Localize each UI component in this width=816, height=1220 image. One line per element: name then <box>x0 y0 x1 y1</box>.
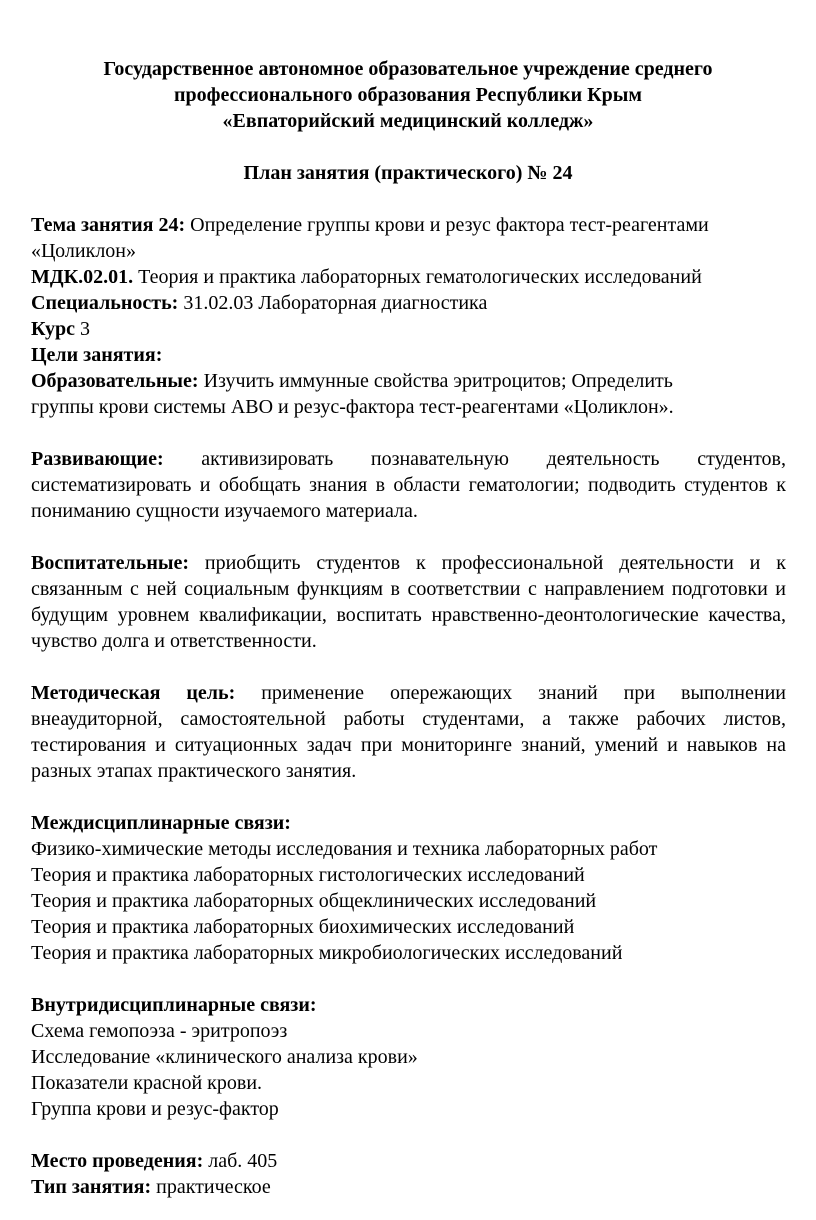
methodical-paragraph <box>31 680 786 784</box>
location-label: Место проведения: <box>31 1150 204 1172</box>
list-item: Показатели красной крови. <box>31 1072 263 1094</box>
goals-label: Цели занятия: <box>31 344 163 366</box>
header-line-2: профессионального образования Республики Крым <box>173 84 643 106</box>
course-line <box>31 316 786 342</box>
educational-text-1: Изучить иммунные свойства эритроцитов; Определить <box>198 370 673 392</box>
interdisciplinary-label: Междисциплинарные связи: <box>31 812 291 834</box>
header-line-1: Государственное автономное образовательное учреждение среднего <box>103 58 713 80</box>
document-body <box>31 212 786 1200</box>
topic-value-1: Определение группы крови и резус фактора тест-реагентами <box>185 214 709 236</box>
methodical-label: Методическая цель: <box>31 682 236 704</box>
lesson-type-line <box>31 1174 786 1200</box>
specialty-label: Специальность: <box>31 292 179 314</box>
methodical-text: применение опережающих знаний при выполнении внеаудиторной, самостоятельной работы студентами, а также рабочих листов, тестирования и ситуационных задач при мониторинге знаний, умений и навыков на разных этапах практического занятия. <box>31 682 786 782</box>
list-item: Исследование «клинического анализа крови» <box>31 1046 418 1068</box>
lesson-type-value: практическое <box>151 1176 271 1198</box>
spacer <box>31 524 786 550</box>
lesson-type-label: Тип занятия: <box>31 1176 152 1198</box>
specialty-line <box>31 290 786 316</box>
upbringing-label: Воспитательные: <box>31 552 189 574</box>
location-value: лаб. 405 <box>203 1150 278 1172</box>
mdk-line <box>31 264 786 290</box>
course-value: 3 <box>75 318 91 340</box>
spacer <box>31 966 786 992</box>
list-item: Теория и практика лабораторных микробиологических исследований <box>31 942 623 964</box>
upbringing-text: приобщить студентов к профессиональной деятельности и к связанным с ней социальным функциям в соответствии с направлением подготовки и будущим уровнем квалификации, воспитать нравственно-деонтологические качества, чувство долга и ответственности. <box>31 552 786 652</box>
header-line-3: «Евпаторийский медицинский колледж» <box>222 110 594 132</box>
interdisciplinary-list <box>31 836 786 966</box>
developing-paragraph <box>31 446 786 524</box>
developing-text: активизировать познавательную деятельность студентов, систематизировать и обобщать знания в области гематологии; подводить студентов к пониманию сущности изучаемого материала. <box>31 448 786 522</box>
educational-label: Образовательные: <box>31 370 199 392</box>
course-label: Курс <box>31 318 76 340</box>
topic-value-2: «Цоликлон» <box>31 240 136 262</box>
educational-text-2: группы крови системы АВО и резус-фактора тест-реагентами «Цоликлон». <box>31 396 674 418</box>
list-item: Теория и практика лабораторных гистологических исследований <box>31 864 585 886</box>
spacer <box>31 784 786 810</box>
spacer <box>31 420 786 446</box>
mdk-value: Теория и практика лабораторных гематологических исследований <box>133 266 702 288</box>
institution-header <box>31 56 785 134</box>
list-item: Физико-химические методы исследования и техника лабораторных работ <box>31 838 658 860</box>
list-item: Теория и практика лабораторных общеклинических исследований <box>31 890 597 912</box>
mdk-label: МДК.02.01. <box>31 266 134 288</box>
spacer <box>31 1122 786 1148</box>
list-item: Схема гемопоэза - эритропоэз <box>31 1020 288 1042</box>
upbringing-paragraph <box>31 550 786 654</box>
developing-label: Развивающие: <box>31 448 164 470</box>
educational-line-1 <box>31 368 786 394</box>
topic-line <box>31 212 786 238</box>
topic-label: Тема занятия 24: <box>31 214 186 236</box>
list-item: Группа крови и резус-фактор <box>31 1098 279 1120</box>
location-line <box>31 1148 786 1174</box>
spacer <box>31 654 786 680</box>
plan-title: План занятия (практического) № 24 <box>243 162 573 184</box>
specialty-value: 31.02.03 Лабораторная диагностика <box>178 292 488 314</box>
intradisciplinary-list <box>31 1018 786 1122</box>
list-item: Теория и практика лабораторных биохимических исследований <box>31 916 575 938</box>
intradisciplinary-label: Внутридисциплинарные связи: <box>31 994 317 1016</box>
